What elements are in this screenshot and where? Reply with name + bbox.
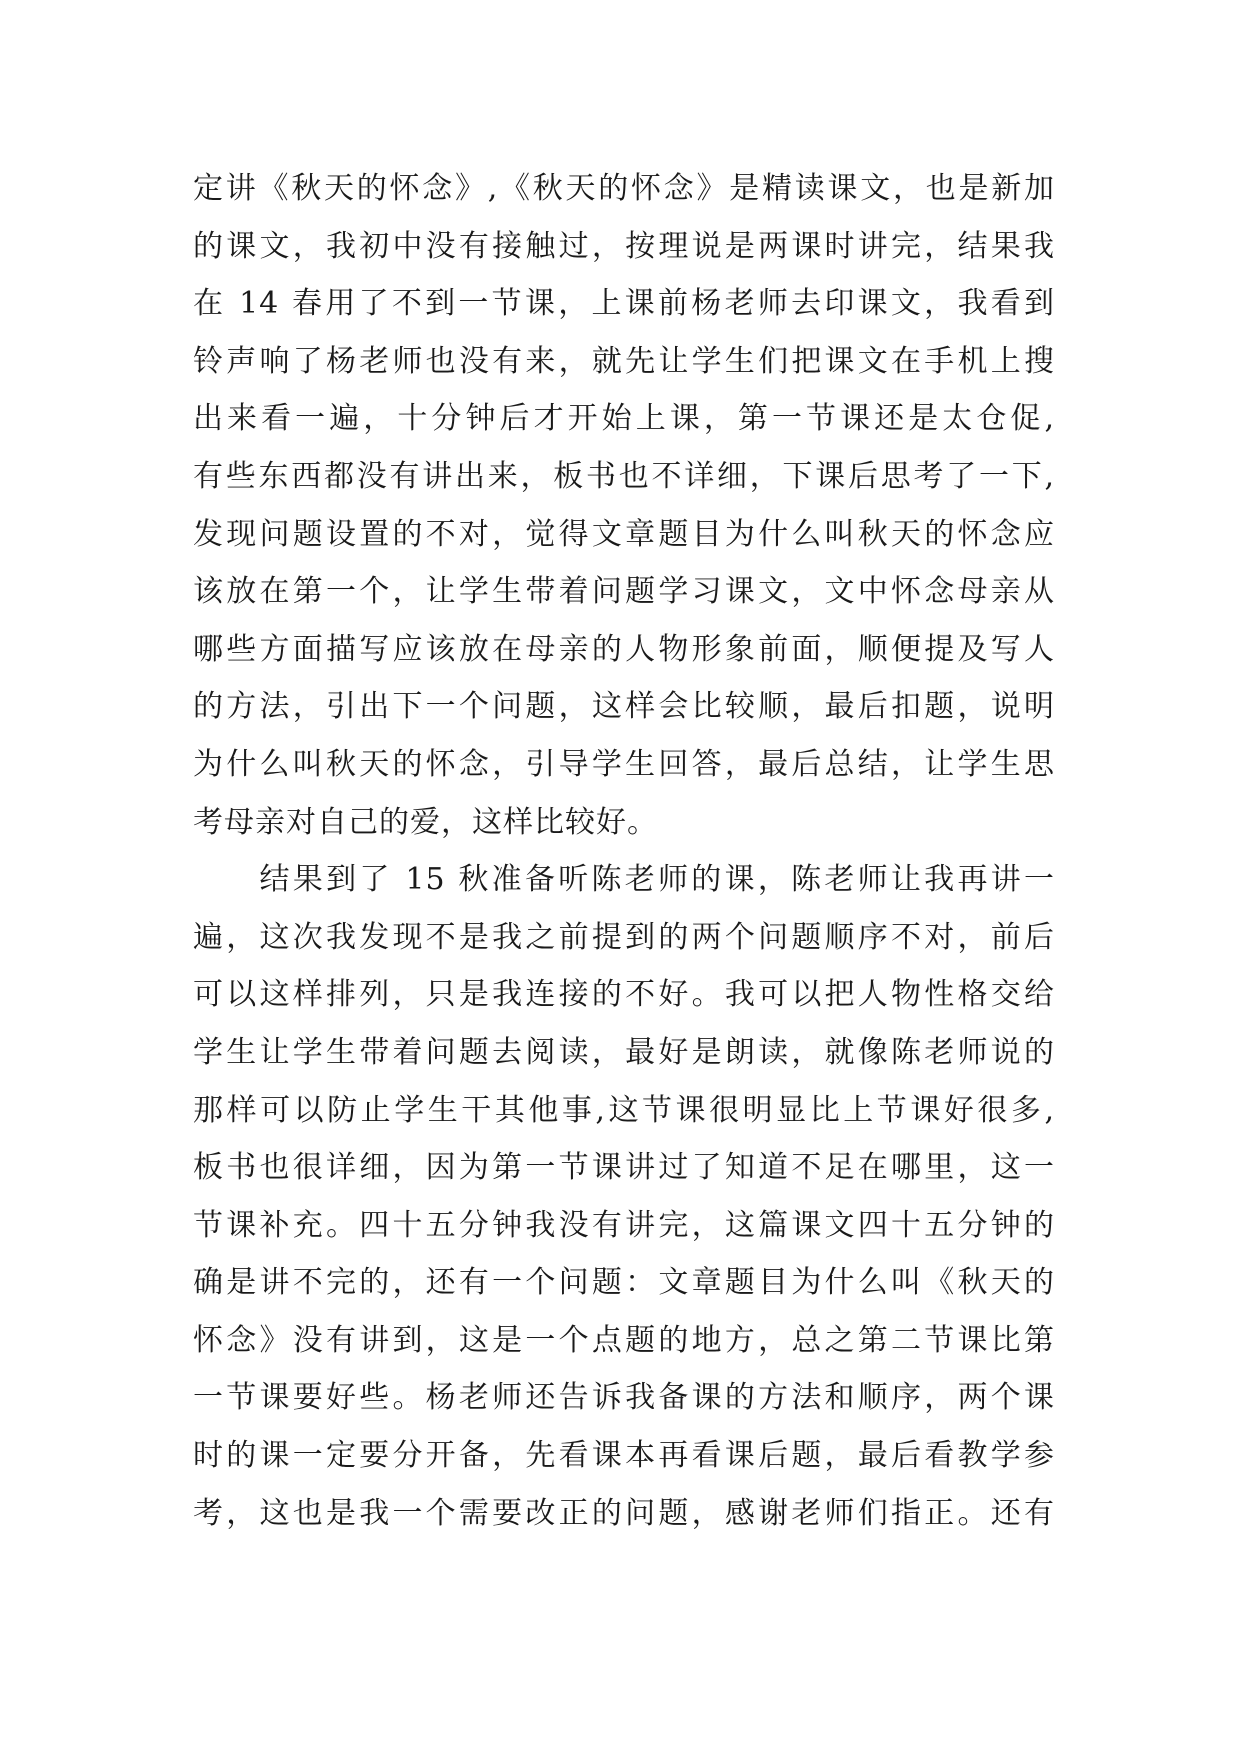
text-line: 出来看一遍，十分钟后才开始上课，第一节课还是太仓促, (193, 401, 1055, 437)
text-line: 节课补充。四十五分钟我没有讲完，这篇课文四十五分钟的 (193, 1207, 1055, 1243)
text-line: 的课文，我初中没有接触过，按理说是两课时讲完，结果我 (193, 228, 1055, 264)
text-line: 遍，这次我发现不是我之前提到的两个问题顺序不对，前后 (193, 919, 1055, 955)
text-line: 定讲《秋天的怀念》,《秋天的怀念》是精读课文，也是新加 (193, 171, 1055, 206)
document-body (193, 160, 1055, 1542)
text-line: 该放在第一个，让学生带着问题学习课文，文中怀念母亲从 (193, 574, 1055, 610)
text-line: 发现问题设置的不对，觉得文章题目为什么叫秋天的怀念应 (193, 516, 1055, 552)
text-line: 在 14 春用了不到一节课，上课前杨老师去印课文，我看到 (193, 286, 1055, 322)
text-line: 确是讲不完的，还有一个问题：文章题目为什么叫《秋天的 (193, 1265, 1055, 1301)
paragraph-2 (193, 851, 1055, 1542)
text-line: 时的课一定要分开备，先看课本再看课后题，最后看教学参 (193, 1438, 1055, 1474)
text-line: 可以这样排列，只是我连接的不好。我可以把人物性格交给 (193, 977, 1055, 1013)
text-line: 铃声响了杨老师也没有来，就先让学生们把课文在手机上搜 (193, 343, 1055, 379)
text-line: 哪些方面描写应该放在母亲的人物形象前面，顺便提及写人 (193, 631, 1055, 667)
text-line: 考母亲对自己的爱，这样比较好。 (193, 804, 658, 840)
text-line: 板书也很详细，因为第一节课讲过了知道不足在哪里，这一 (193, 1150, 1055, 1186)
text-line: 的方法，引出下一个问题，这样会比较顺，最后扣题，说明 (193, 689, 1055, 725)
text-line: 有些东西都没有讲出来，板书也不详细，下课后思考了一下, (193, 458, 1055, 494)
text-line: 一节课要好些。杨老师还告诉我备课的方法和顺序，两个课 (193, 1380, 1055, 1416)
paragraph-1 (193, 160, 1055, 851)
text-line: 考，这也是我一个需要改正的问题，感谢老师们指正。还有 (193, 1495, 1055, 1531)
text-line: 为什么叫秋天的怀念，引导学生回答，最后总结，让学生思 (193, 746, 1055, 782)
text-line: 学生让学生带着问题去阅读，最好是朗读，就像陈老师说的 (193, 1034, 1055, 1070)
text-line: 怀念》没有讲到，这是一个点题的地方，总之第二节课比第 (193, 1322, 1055, 1358)
text-line: 结果到了 15 秋准备听陈老师的课，陈老师让我再讲一 (193, 862, 1055, 898)
text-line: 那样可以防止学生干其他事,这节课很明显比上节课好很多, (193, 1092, 1055, 1128)
